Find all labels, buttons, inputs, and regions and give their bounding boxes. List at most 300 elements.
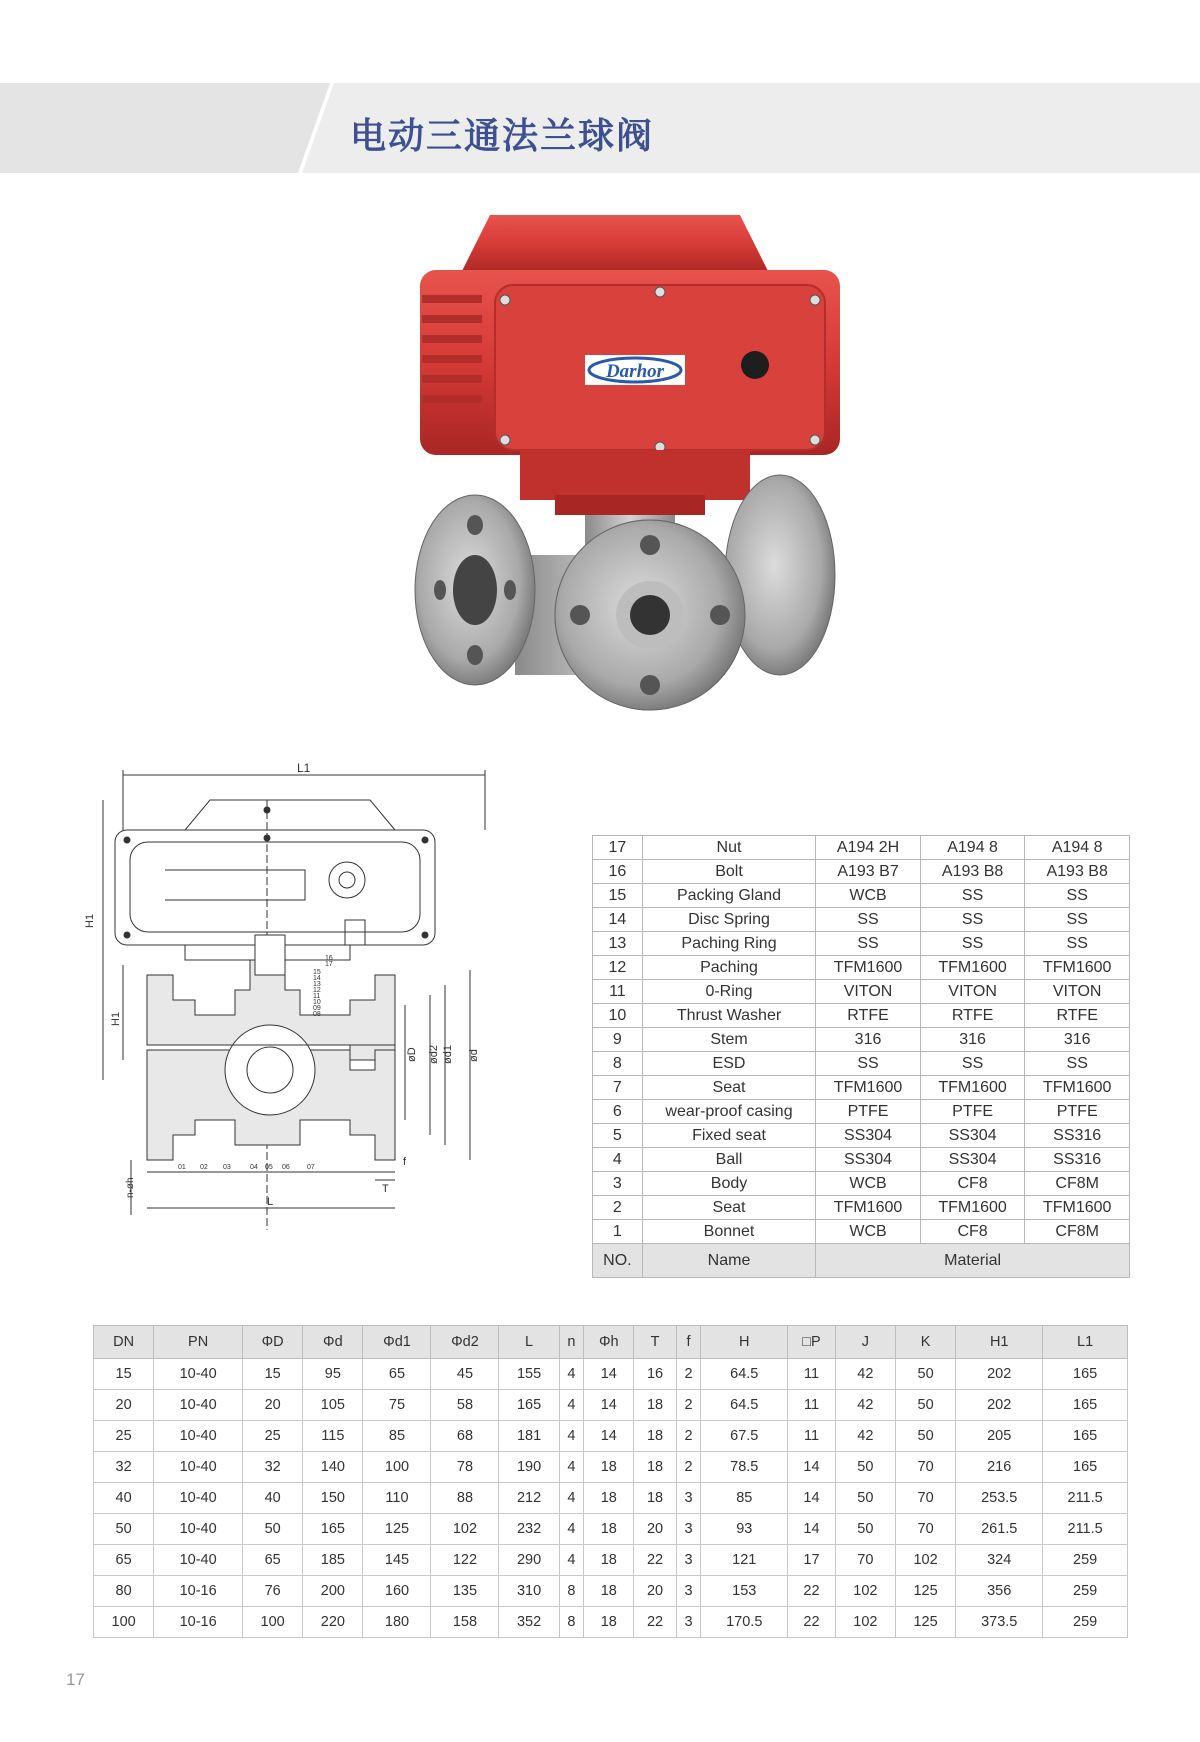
dim-cell: 50 — [835, 1452, 895, 1483]
parts-cell-name: Bolt — [642, 860, 815, 884]
parts-cell-name: Nut — [642, 836, 815, 860]
dim-cell: 45 — [431, 1359, 499, 1390]
product-photo — [400, 195, 870, 755]
parts-row — [593, 836, 1130, 860]
dim-cell: 205 — [956, 1421, 1043, 1452]
parts-row — [593, 1004, 1130, 1028]
dim-cell: 18 — [634, 1390, 676, 1421]
dim-cell: 3 — [676, 1545, 701, 1576]
parts-footer-no: NO. — [593, 1244, 643, 1278]
parts-cell-m3: CF8M — [1025, 1172, 1130, 1196]
dim-cell: 181 — [499, 1421, 559, 1452]
callout-02: 02 — [200, 1164, 208, 1171]
dim-cell: 15 — [94, 1359, 154, 1390]
dim-cell: 70 — [895, 1514, 955, 1545]
dim-row — [94, 1390, 1128, 1421]
parts-material-table — [592, 835, 1130, 1278]
parts-cell-m3: 316 — [1025, 1028, 1130, 1052]
parts-cell-name: Packing Gland — [642, 884, 815, 908]
dim-label-od: ød — [468, 1049, 480, 1062]
dim-header: ΦD — [243, 1326, 303, 1359]
dim-cell: 20 — [634, 1514, 676, 1545]
parts-cell-m1: SS304 — [816, 1124, 921, 1148]
dim-cell: 14 — [788, 1514, 835, 1545]
dim-cell: 122 — [431, 1545, 499, 1576]
dim-cell: 50 — [835, 1483, 895, 1514]
dim-cell: 11 — [788, 1390, 835, 1421]
dim-cell: 155 — [499, 1359, 559, 1390]
dim-header: L1 — [1043, 1326, 1128, 1359]
dim-cell: 160 — [363, 1576, 431, 1607]
parts-footer-name: Name — [642, 1244, 815, 1278]
dim-cell: 40 — [94, 1483, 154, 1514]
dim-cell: 3 — [676, 1514, 701, 1545]
dim-cell: 50 — [895, 1359, 955, 1390]
callout-10: 10 — [313, 999, 321, 1006]
dim-cell: 50 — [94, 1514, 154, 1545]
dim-cell: 290 — [499, 1545, 559, 1576]
dim-cell: 78.5 — [701, 1452, 788, 1483]
dim-cell: 18 — [584, 1514, 634, 1545]
dim-row — [94, 1576, 1128, 1607]
dim-cell: 4 — [559, 1545, 584, 1576]
parts-cell-no: 1 — [593, 1220, 643, 1244]
parts-cell-m2: SS — [920, 884, 1025, 908]
parts-row — [593, 956, 1130, 980]
parts-cell-m1: SS304 — [816, 1148, 921, 1172]
dim-cell: 14 — [584, 1359, 634, 1390]
dim-cell: 115 — [303, 1421, 363, 1452]
parts-cell-name: Paching Ring — [642, 932, 815, 956]
parts-cell-no: 13 — [593, 932, 643, 956]
dim-header: H1 — [956, 1326, 1043, 1359]
parts-cell-m1: TFM1600 — [816, 1076, 921, 1100]
parts-cell-m2: RTFE — [920, 1004, 1025, 1028]
dim-cell: 67.5 — [701, 1421, 788, 1452]
dim-cell: 85 — [363, 1421, 431, 1452]
dim-cell: 4 — [559, 1483, 584, 1514]
dim-cell: 75 — [363, 1390, 431, 1421]
dim-cell: 165 — [303, 1514, 363, 1545]
dim-cell: 70 — [895, 1483, 955, 1514]
parts-row — [593, 1052, 1130, 1076]
dim-cell: 165 — [1043, 1390, 1128, 1421]
dim-cell: 216 — [956, 1452, 1043, 1483]
dim-cell: 261.5 — [956, 1514, 1043, 1545]
dim-cell: 310 — [499, 1576, 559, 1607]
parts-row — [593, 908, 1130, 932]
parts-cell-no: 4 — [593, 1148, 643, 1172]
parts-cell-m2: SS — [920, 932, 1025, 956]
dim-row — [94, 1607, 1128, 1638]
dim-row — [94, 1452, 1128, 1483]
parts-cell-no: 12 — [593, 956, 643, 980]
page-number: 17 — [66, 1670, 85, 1689]
parts-cell-m3: PTFE — [1025, 1100, 1130, 1124]
dim-cell: 25 — [94, 1421, 154, 1452]
callout-17: 17 — [325, 961, 333, 968]
dim-cell: 253.5 — [956, 1483, 1043, 1514]
dim-cell: 185 — [303, 1545, 363, 1576]
dim-cell: 212 — [499, 1483, 559, 1514]
dim-cell: 20 — [243, 1390, 303, 1421]
callout-11: 11 — [313, 993, 321, 1000]
dim-cell: 4 — [559, 1390, 584, 1421]
dim-cell: 140 — [303, 1452, 363, 1483]
dim-cell: 11 — [788, 1359, 835, 1390]
dim-row — [94, 1483, 1128, 1514]
parts-cell-name: Bonnet — [642, 1220, 815, 1244]
callout-13: 13 — [313, 981, 321, 988]
dim-cell: 100 — [243, 1607, 303, 1638]
parts-cell-m1: 316 — [816, 1028, 921, 1052]
dim-cell: 65 — [363, 1359, 431, 1390]
callout-07: 07 — [307, 1164, 315, 1171]
dim-cell: 10-40 — [154, 1359, 243, 1390]
dim-cell: 17 — [788, 1545, 835, 1576]
callout-15: 15 — [313, 969, 321, 976]
dim-cell: 8 — [559, 1607, 584, 1638]
dim-cell: 200 — [303, 1576, 363, 1607]
dim-cell: 18 — [634, 1483, 676, 1514]
dim-cell: 18 — [584, 1483, 634, 1514]
parts-cell-m3: RTFE — [1025, 1004, 1130, 1028]
parts-cell-name: Disc Spring — [642, 908, 815, 932]
parts-row — [593, 932, 1130, 956]
dim-cell: 65 — [94, 1545, 154, 1576]
dim-cell: 16 — [634, 1359, 676, 1390]
dim-cell: 20 — [94, 1390, 154, 1421]
parts-row — [593, 1100, 1130, 1124]
parts-cell-m2: A194 8 — [920, 836, 1025, 860]
parts-cell-name: ESD — [642, 1052, 815, 1076]
dim-cell: 220 — [303, 1607, 363, 1638]
parts-cell-m2: PTFE — [920, 1100, 1025, 1124]
dim-cell: 125 — [895, 1607, 955, 1638]
dim-cell: 11 — [788, 1421, 835, 1452]
dim-cell: 356 — [956, 1576, 1043, 1607]
dim-cell: 259 — [1043, 1545, 1128, 1576]
dim-cell: 65 — [243, 1545, 303, 1576]
dim-cell: 14 — [584, 1390, 634, 1421]
callout-14: 14 — [313, 975, 321, 982]
parts-cell-m3: A193 B8 — [1025, 860, 1130, 884]
dim-cell: 232 — [499, 1514, 559, 1545]
dim-header: K — [895, 1326, 955, 1359]
dim-cell: 352 — [499, 1607, 559, 1638]
dim-cell: 324 — [956, 1545, 1043, 1576]
dim-label-f: f — [403, 1156, 407, 1168]
parts-row — [593, 884, 1130, 908]
dim-cell: 10-40 — [154, 1514, 243, 1545]
parts-cell-m3: SS — [1025, 1052, 1130, 1076]
dim-cell: 10-40 — [154, 1483, 243, 1514]
dim-cell: 15 — [243, 1359, 303, 1390]
callout-01: 01 — [178, 1164, 186, 1171]
parts-footer-material: Material — [816, 1244, 1130, 1278]
dim-cell: 10-16 — [154, 1576, 243, 1607]
parts-cell-name: Paching — [642, 956, 815, 980]
parts-cell-m1: A193 B7 — [816, 860, 921, 884]
dim-label-T: T — [382, 1183, 389, 1195]
dim-cell: 4 — [559, 1514, 584, 1545]
parts-cell-m3: SS316 — [1025, 1124, 1130, 1148]
dim-cell: 18 — [634, 1452, 676, 1483]
dim-cell: 93 — [701, 1514, 788, 1545]
parts-cell-name: Seat — [642, 1076, 815, 1100]
dim-cell: 100 — [363, 1452, 431, 1483]
callout-04: 04 — [250, 1164, 258, 1171]
technical-drawing — [85, 760, 535, 1280]
dim-cell: 58 — [431, 1390, 499, 1421]
parts-cell-m2: TFM1600 — [920, 1196, 1025, 1220]
dim-cell: 4 — [559, 1421, 584, 1452]
page-title: 电动三通法兰球阀 — [350, 116, 655, 157]
dim-cell: 10-40 — [154, 1545, 243, 1576]
parts-cell-m1: SS — [816, 932, 921, 956]
dim-cell: 102 — [895, 1545, 955, 1576]
dim-cell: 88 — [431, 1483, 499, 1514]
dim-cell: 14 — [788, 1452, 835, 1483]
parts-cell-m1: WCB — [816, 884, 921, 908]
callout-09: 09 — [313, 1005, 321, 1012]
parts-cell-m2: 316 — [920, 1028, 1025, 1052]
dim-label-H1-outer: H1 — [85, 913, 96, 928]
dim-cell: 165 — [499, 1390, 559, 1421]
dim-cell: 100 — [94, 1607, 154, 1638]
dim-cell: 2 — [676, 1359, 701, 1390]
dim-cell: 3 — [676, 1483, 701, 1514]
dim-cell: 25 — [243, 1421, 303, 1452]
dim-cell: 18 — [634, 1421, 676, 1452]
dim-cell: 18 — [584, 1545, 634, 1576]
dim-cell: 202 — [956, 1390, 1043, 1421]
dim-cell: 18 — [584, 1452, 634, 1483]
dim-cell: 10-40 — [154, 1390, 243, 1421]
dim-header: T — [634, 1326, 676, 1359]
parts-cell-m1: TFM1600 — [816, 956, 921, 980]
dim-cell: 8 — [559, 1576, 584, 1607]
parts-cell-m2: CF8 — [920, 1220, 1025, 1244]
parts-row — [593, 1196, 1130, 1220]
parts-cell-no: 17 — [593, 836, 643, 860]
dim-cell: 42 — [835, 1390, 895, 1421]
parts-cell-no: 6 — [593, 1100, 643, 1124]
dim-label-L: L — [267, 1196, 274, 1208]
parts-cell-m3: SS — [1025, 932, 1130, 956]
dim-cell: 135 — [431, 1576, 499, 1607]
dim-cell: 102 — [431, 1514, 499, 1545]
dim-cell: 14 — [788, 1483, 835, 1514]
dim-cell: 50 — [835, 1514, 895, 1545]
dim-cell: 125 — [363, 1514, 431, 1545]
dim-cell: 259 — [1043, 1607, 1128, 1638]
dim-cell: 80 — [94, 1576, 154, 1607]
dim-cell: 190 — [499, 1452, 559, 1483]
dim-cell: 3 — [676, 1576, 701, 1607]
dim-header: n — [559, 1326, 584, 1359]
dim-cell: 85 — [701, 1483, 788, 1514]
parts-cell-no: 9 — [593, 1028, 643, 1052]
parts-cell-no: 10 — [593, 1004, 643, 1028]
dim-cell: 3 — [676, 1607, 701, 1638]
dim-cell: 110 — [363, 1483, 431, 1514]
parts-cell-name: Fixed seat — [642, 1124, 815, 1148]
parts-cell-no: 16 — [593, 860, 643, 884]
parts-cell-m1: SS — [816, 908, 921, 932]
dim-cell: 158 — [431, 1607, 499, 1638]
parts-cell-no: 15 — [593, 884, 643, 908]
dim-cell: 202 — [956, 1359, 1043, 1390]
callout-03: 03 — [223, 1164, 231, 1171]
parts-cell-m3: VITON — [1025, 980, 1130, 1004]
dim-cell: 50 — [895, 1421, 955, 1452]
dim-cell: 105 — [303, 1390, 363, 1421]
parts-cell-m1: WCB — [816, 1172, 921, 1196]
parts-cell-m2: TFM1600 — [920, 1076, 1025, 1100]
dim-header: f — [676, 1326, 701, 1359]
parts-cell-m1: RTFE — [816, 1004, 921, 1028]
dim-cell: 10-16 — [154, 1607, 243, 1638]
dim-cell: 125 — [895, 1576, 955, 1607]
parts-footer-row — [593, 1244, 1130, 1278]
dim-cell: 180 — [363, 1607, 431, 1638]
dim-header: L — [499, 1326, 559, 1359]
dim-cell: 145 — [363, 1545, 431, 1576]
parts-row — [593, 1220, 1130, 1244]
parts-cell-name: wear-proof casing — [642, 1100, 815, 1124]
parts-cell-no: 3 — [593, 1172, 643, 1196]
parts-cell-m1: SS — [816, 1052, 921, 1076]
dim-cell: 4 — [559, 1452, 584, 1483]
dim-cell: 32 — [243, 1452, 303, 1483]
dim-cell: 14 — [584, 1421, 634, 1452]
parts-cell-m2: CF8 — [920, 1172, 1025, 1196]
dim-label-oD: øD — [406, 1047, 418, 1062]
parts-cell-no: 5 — [593, 1124, 643, 1148]
parts-cell-m3: A194 8 — [1025, 836, 1130, 860]
dim-cell: 50 — [895, 1390, 955, 1421]
dim-cell: 170.5 — [701, 1607, 788, 1638]
dim-row — [94, 1359, 1128, 1390]
dim-cell: 150 — [303, 1483, 363, 1514]
parts-cell-no: 2 — [593, 1196, 643, 1220]
parts-cell-no: 7 — [593, 1076, 643, 1100]
dim-cell: 22 — [788, 1576, 835, 1607]
dim-label-L1: L1 — [297, 761, 311, 775]
parts-cell-m3: TFM1600 — [1025, 1076, 1130, 1100]
dim-cell: 18 — [584, 1607, 634, 1638]
dim-cell: 20 — [634, 1576, 676, 1607]
dim-cell: 64.5 — [701, 1390, 788, 1421]
dim-cell: 95 — [303, 1359, 363, 1390]
parts-row — [593, 860, 1130, 884]
parts-cell-m1: WCB — [816, 1220, 921, 1244]
dim-label-od1: ød1 — [442, 1045, 454, 1064]
dim-cell: 10-40 — [154, 1452, 243, 1483]
dim-cell: 102 — [835, 1576, 895, 1607]
parts-cell-m2: SS — [920, 908, 1025, 932]
parts-cell-name: Thrust Washer — [642, 1004, 815, 1028]
dim-cell: 10-40 — [154, 1421, 243, 1452]
parts-cell-m3: TFM1600 — [1025, 1196, 1130, 1220]
dim-label-od2: ød2 — [428, 1045, 440, 1064]
dim-cell: 211.5 — [1043, 1483, 1128, 1514]
dim-cell: 259 — [1043, 1576, 1128, 1607]
parts-cell-m1: VITON — [816, 980, 921, 1004]
parts-row — [593, 1148, 1130, 1172]
dim-cell: 165 — [1043, 1359, 1128, 1390]
parts-cell-m2: A193 B8 — [920, 860, 1025, 884]
callout-12: 12 — [313, 987, 321, 994]
dim-label-nh: n-øh — [125, 1177, 136, 1198]
dim-cell: 2 — [676, 1421, 701, 1452]
dim-cell: 2 — [676, 1390, 701, 1421]
dim-header: Φd1 — [363, 1326, 431, 1359]
dim-cell: 78 — [431, 1452, 499, 1483]
dim-cell: 22 — [788, 1607, 835, 1638]
dim-header: Φd — [303, 1326, 363, 1359]
parts-cell-no: 14 — [593, 908, 643, 932]
parts-cell-m3: CF8M — [1025, 1220, 1130, 1244]
dim-cell: 40 — [243, 1483, 303, 1514]
dim-cell: 64.5 — [701, 1359, 788, 1390]
callout-16: 16 — [325, 955, 333, 962]
callout-05: 05 — [265, 1164, 273, 1171]
dim-header: H — [701, 1326, 788, 1359]
parts-row — [593, 1028, 1130, 1052]
dim-header: J — [835, 1326, 895, 1359]
dim-row — [94, 1514, 1128, 1545]
parts-cell-name: 0-Ring — [642, 980, 815, 1004]
dim-cell: 50 — [243, 1514, 303, 1545]
brand-logo-text: Darhor — [605, 361, 665, 382]
dim-cell: 4 — [559, 1359, 584, 1390]
parts-cell-m1: A194 2H — [816, 836, 921, 860]
parts-cell-m3: TFM1600 — [1025, 956, 1130, 980]
parts-cell-m2: SS304 — [920, 1124, 1025, 1148]
parts-row — [593, 1172, 1130, 1196]
parts-cell-name: Body — [642, 1172, 815, 1196]
parts-cell-name: Seat — [642, 1196, 815, 1220]
dim-header: PN — [154, 1326, 243, 1359]
callout-08: 08 — [313, 1011, 321, 1018]
dim-header: Φh — [584, 1326, 634, 1359]
parts-row — [593, 1076, 1130, 1100]
parts-cell-m3: SS — [1025, 908, 1130, 932]
dim-cell: 165 — [1043, 1452, 1128, 1483]
dim-row — [94, 1421, 1128, 1452]
dim-label-H1-inner: H1 — [110, 1011, 122, 1026]
parts-cell-m3: SS316 — [1025, 1148, 1130, 1172]
dim-cell: 373.5 — [956, 1607, 1043, 1638]
dim-cell: 121 — [701, 1545, 788, 1576]
parts-cell-name: Ball — [642, 1148, 815, 1172]
dim-cell: 18 — [584, 1576, 634, 1607]
dim-cell: 32 — [94, 1452, 154, 1483]
dim-header: DN — [94, 1326, 154, 1359]
dim-cell: 70 — [835, 1545, 895, 1576]
dim-header: □P — [788, 1326, 835, 1359]
parts-cell-no: 8 — [593, 1052, 643, 1076]
parts-cell-no: 11 — [593, 980, 643, 1004]
dim-cell: 22 — [634, 1545, 676, 1576]
parts-cell-name: Stem — [642, 1028, 815, 1052]
dim-cell: 68 — [431, 1421, 499, 1452]
dim-cell: 42 — [835, 1421, 895, 1452]
parts-cell-m2: SS304 — [920, 1148, 1025, 1172]
dim-cell: 211.5 — [1043, 1514, 1128, 1545]
